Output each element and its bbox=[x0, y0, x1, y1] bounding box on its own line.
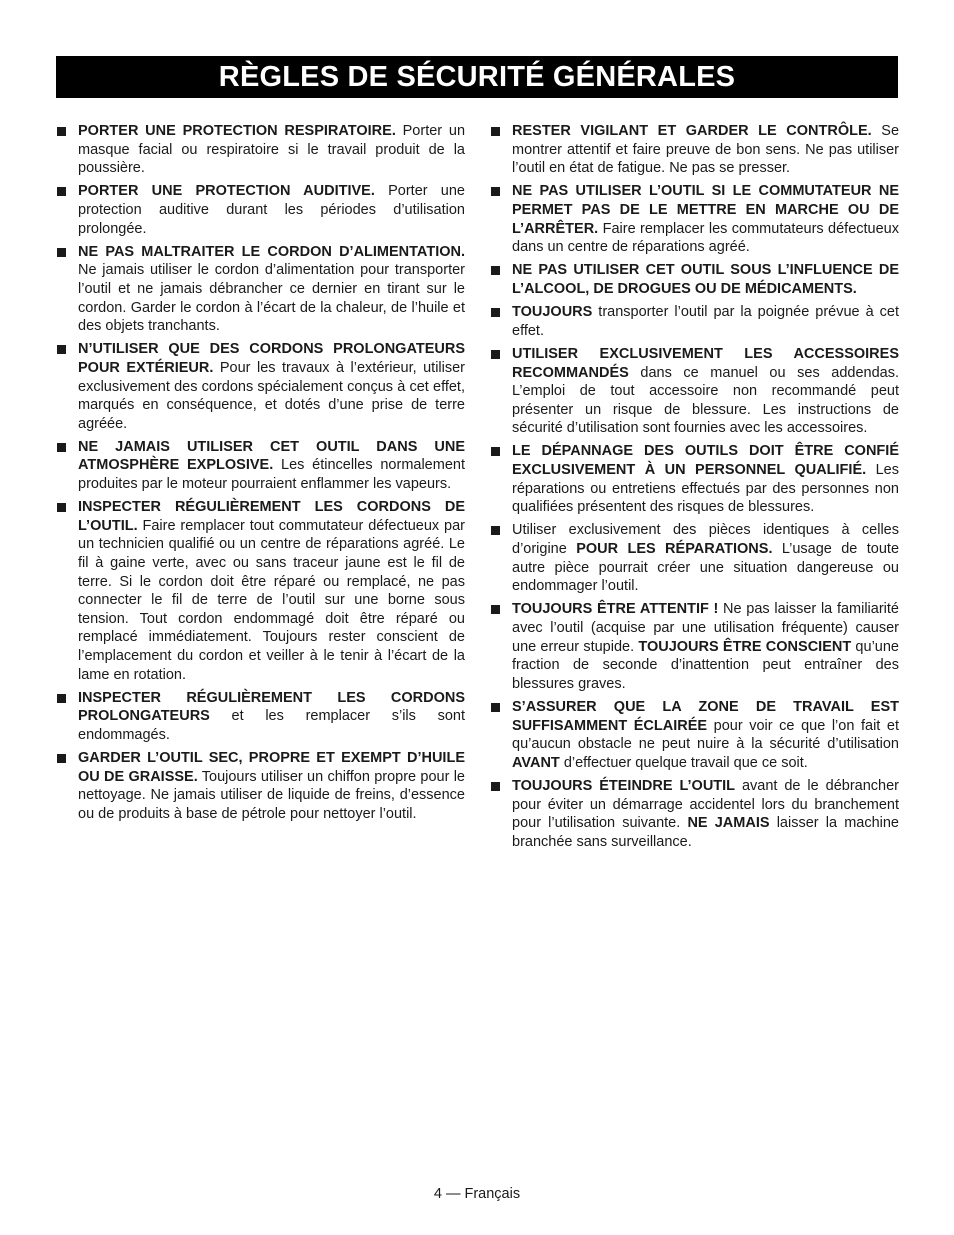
rule-heading: TOUJOURS ÊTRE ATTENTIF ! bbox=[512, 601, 719, 618]
square-bullet-icon bbox=[491, 350, 500, 359]
rule-body-text: Faire remplacer tout commutateur défectueux par un technicien qualifié ou un centre de réparations agréé. Le fil à gaine verte, avec ou sans traceur jaune est le fil de terre. Si le cordon doit être réparé ou remplacé, ne pas connecter le fil de terre de l’outil sur une borne sous tension. Tout cordon endommagé doit être réparé ou remplacé immédiatement. Toujours rester conscient de l’emplacement du cordon et veiller à le tenir à l’écart de la lame en rotation. bbox=[78, 517, 465, 683]
square-bullet-icon bbox=[491, 127, 500, 136]
square-bullet-icon bbox=[57, 503, 66, 512]
rule-body-text: dans ce manuel ou ses addendas. L’emploi de tout accessoire non recommandé peut présenter un risque de blessure. Les instructions de sécurité d’utilisation sont fournies avec les accessoires. bbox=[512, 364, 899, 437]
safety-rule-item bbox=[56, 182, 465, 238]
page-number-label: 4 — Français bbox=[433, 1186, 521, 1202]
square-bullet-icon bbox=[491, 308, 500, 317]
rule-heading: NE JAMAIS UTILISER CET OUTIL DANS UNE ATMOSPHÈRE EXPLOSIVE. bbox=[78, 438, 465, 474]
rule-heading: S’ASSURER QUE LA ZONE DE TRAVAIL EST SUFFISAMMENT ÉCLAIRÉE bbox=[512, 698, 899, 734]
rule-heading: NE PAS MALTRAITER LE CORDON D’ALIMENTATION. bbox=[78, 243, 465, 260]
safety-rule-item bbox=[56, 689, 465, 745]
safety-rule-item bbox=[490, 442, 899, 516]
rule-heading: INSPECTER RÉGULIÈREMENT LES CORDONS PROLONGATEURS bbox=[78, 689, 465, 725]
square-bullet-icon bbox=[491, 266, 500, 275]
section-title-bar bbox=[56, 56, 898, 98]
rule-body-text: et les remplacer s’ils sont endommagés. bbox=[78, 708, 465, 743]
rule-body-text: Ne jamais utiliser le cordon d’alimentation pour transporter l’outil et ne jamais débrancher ce dernier en tirant sur le cordon. Garder le cordon à l’écart de la chaleur, de l’huile et des objets tranchants. bbox=[78, 262, 465, 335]
rule-heading: NE PAS UTILISER CET OUTIL SOUS L’INFLUENCE DE L’ALCOOL, DE DROGUES OU DE MÉDICAMENTS. bbox=[512, 262, 899, 297]
safety-rule-item bbox=[490, 600, 899, 693]
rule-body-text: Porter une protection auditive durant les périodes d’utilisation prolongée. bbox=[78, 183, 465, 237]
rule-body-text: Faire remplacer les commutateurs défectueux dans un centre de réparations agréé. bbox=[512, 220, 899, 256]
safety-rule-item bbox=[490, 303, 899, 340]
rule-body-text: Se montrer attentif et faire preuve de bon sens. Ne pas utiliser l’outil en état de fatigue. Ne pas se presser. bbox=[512, 123, 900, 177]
rule-body-text: transporter l’outil par la poignée prévue à cet effet. bbox=[512, 304, 899, 339]
safety-rule-item bbox=[56, 243, 465, 336]
square-bullet-icon bbox=[491, 447, 500, 456]
rule-heading: INSPECTER RÉGULIÈREMENT LES CORDONS DE L’OUTIL. bbox=[78, 499, 465, 534]
square-bullet-icon bbox=[57, 248, 66, 257]
rule-body-text: Les réparations ou entretiens effectués par des personnes non qualifiées présentent des risques de blessures. bbox=[512, 462, 899, 516]
square-bullet-icon bbox=[57, 694, 66, 703]
safety-rule-item bbox=[490, 777, 899, 851]
rule-heading: GARDER L’OUTIL SEC, PROPRE ET EXEMPT D’HUILE OU DE GRAISSE. bbox=[78, 750, 465, 785]
rule-body-text: laisser la machine branchée sans surveillance. bbox=[512, 815, 899, 850]
rule-body-text: Pour les travaux à l’extérieur, utiliser exclusivement des cordons spécialement conçus à cet effet, marqués en conséquence, et dotés d’une prise de terre agréée. bbox=[78, 359, 466, 432]
rule-emphasis: TOUJOURS ÊTRE CONSCIENT bbox=[638, 638, 852, 655]
safety-rule-item bbox=[490, 122, 899, 178]
safety-rule-item bbox=[56, 340, 465, 433]
rule-body-text: pour voir ce que l’on fait et qu’aucun obstacle ne peut nuire à la sécurité d’utilisation bbox=[512, 717, 899, 753]
section-title: RÈGLES DE SÉCURITÉ GÉNÉRALES bbox=[218, 60, 736, 93]
safety-rule-item bbox=[56, 498, 465, 684]
rule-body-text: qu’une fraction de seconde d’inattention peut entraîner des blessures graves. bbox=[512, 638, 899, 692]
rule-emphasis: NE JAMAIS bbox=[687, 815, 770, 832]
square-bullet-icon bbox=[491, 703, 500, 712]
square-bullet-icon bbox=[57, 754, 66, 763]
rule-heading: N’UTILISER QUE DES CORDONS PROLONGATEURS POUR EXTÉRIEUR. bbox=[78, 341, 465, 376]
safety-rule-item bbox=[56, 749, 465, 823]
rule-body-text: avant de le débrancher pour éviter un démarrage accidentel lors du branchement pour l’utilisation suivante. bbox=[512, 777, 899, 832]
square-bullet-icon bbox=[491, 782, 500, 791]
rule-body-text: L’usage de toute autre pièce pourrait créer une situation dangereuse ou endommager l’outil. bbox=[512, 541, 900, 595]
rule-heading: LE DÉPANNAGE DES OUTILS DOIT ÊTRE CONFIÉ EXCLUSIVEMENT À UN PERSONNEL QUALIFIÉ. bbox=[512, 443, 899, 479]
rule-heading: PORTER UNE PROTECTION AUDITIVE. bbox=[78, 183, 375, 200]
safety-rule-item bbox=[490, 345, 899, 438]
square-bullet-icon bbox=[491, 526, 500, 535]
rule-heading: TOUJOURS ÉTEINDRE L’OUTIL bbox=[512, 777, 736, 794]
square-bullet-icon bbox=[491, 605, 500, 614]
rule-heading: RESTER VIGILANT ET GARDER LE CONTRÔLE. bbox=[512, 123, 872, 139]
square-bullet-icon bbox=[491, 187, 500, 196]
safety-rule-item bbox=[56, 438, 465, 494]
safety-rule-item bbox=[490, 521, 899, 595]
rule-heading: PORTER UNE PROTECTION RESPIRATOIRE. bbox=[78, 123, 396, 139]
rule-body-text: Ne pas laisser la familiarité avec l’outil (acquise par une utilisation fréquente) causer une erreur stupide. bbox=[512, 601, 899, 655]
rule-body-text: Toujours utiliser un chiffon propre pour le nettoyage. Ne jamais utiliser de liquide de freins, d’essence ou de produits à base de pétrole pour nettoyer l’outil. bbox=[78, 768, 465, 822]
rule-body-text: d’effectuer quelque travail que ce soit. bbox=[559, 754, 808, 771]
right-column bbox=[490, 122, 899, 856]
rule-heading: POUR LES RÉPARATIONS. bbox=[576, 541, 773, 558]
rule-lead-text: Utiliser exclusivement des pièces identiques à celles d’origine bbox=[512, 522, 899, 558]
square-bullet-icon bbox=[57, 187, 66, 196]
rule-body-text: Les étincelles normalement produites par le moteur pourraient enflammer les vapeurs. bbox=[78, 457, 465, 493]
square-bullet-icon bbox=[57, 127, 66, 136]
safety-rule-item bbox=[490, 261, 899, 298]
page-footer bbox=[0, 1186, 954, 1202]
rule-heading: TOUJOURS bbox=[512, 304, 593, 321]
safety-rule-item bbox=[490, 182, 899, 256]
safety-rule-item bbox=[56, 122, 465, 178]
square-bullet-icon bbox=[57, 345, 66, 354]
rule-emphasis: AVANT bbox=[512, 754, 560, 771]
left-column bbox=[56, 122, 465, 828]
square-bullet-icon bbox=[57, 443, 66, 452]
rule-heading: NE PAS UTILISER L’OUTIL SI LE COMMUTATEUR NE PERMET PAS DE LE METTRE EN MARCHE OU DE L’ARRÊTER. bbox=[512, 183, 899, 237]
rule-body-text: Porter un masque facial ou respiratoire si le travail produit de la poussière. bbox=[78, 123, 466, 177]
safety-rule-item bbox=[490, 698, 899, 772]
rule-heading: UTILISER EXCLUSIVEMENT LES ACCESSOIRES RECOMMANDÉS bbox=[512, 345, 899, 381]
